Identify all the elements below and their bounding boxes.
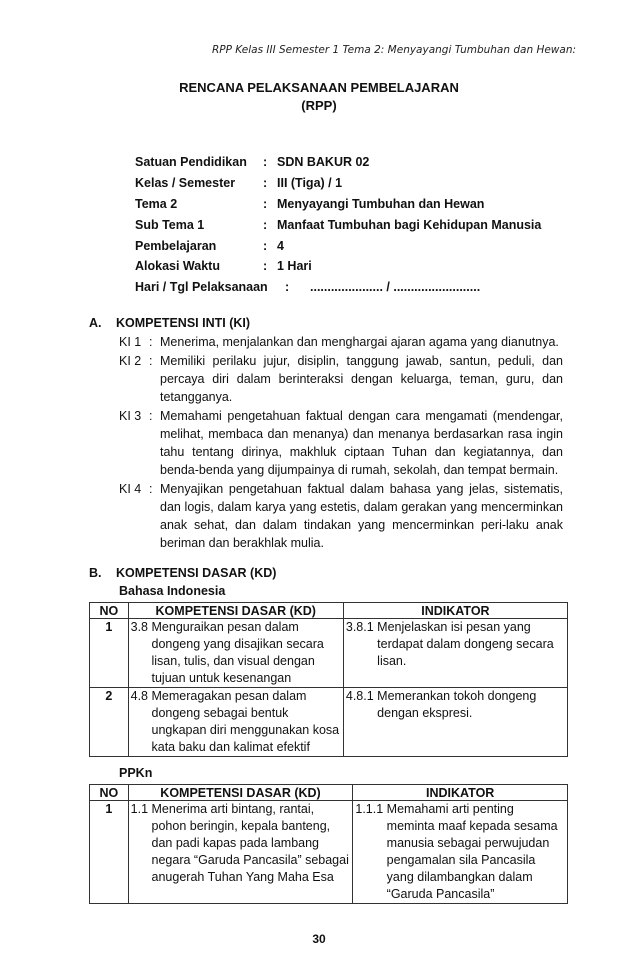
ki-code: KI 1 bbox=[119, 335, 142, 349]
identity-value: ..................... / ......................... bbox=[310, 280, 481, 295]
identity-row-kelas bbox=[135, 173, 541, 194]
identity-row-pembelajaran bbox=[135, 235, 541, 256]
ki-item bbox=[119, 480, 563, 552]
identity-value: III (Tiga) / 1 bbox=[277, 176, 343, 191]
col-kd: KOMPETENSI DASAR (KD) bbox=[128, 785, 353, 801]
col-indikator: INDIKATOR bbox=[353, 785, 568, 801]
indikator-cell bbox=[343, 619, 567, 688]
document-title: RENCANA PELAKSANAAN PEMBELAJARAN bbox=[179, 80, 459, 95]
identity-label: Pembelajaran bbox=[135, 238, 217, 253]
indikator-number: 3.8.1 bbox=[345, 620, 374, 634]
identity-row-satuan bbox=[135, 152, 541, 173]
kd-table-ppkn bbox=[89, 784, 568, 904]
identity-label: Satuan Pendidikan bbox=[135, 155, 247, 170]
row-no: 1 bbox=[90, 801, 129, 904]
identity-label: Tema 2 bbox=[135, 196, 178, 211]
identity-label: Hari / Tgl Pelaksanaan bbox=[135, 280, 268, 295]
ki-sep: : bbox=[149, 482, 153, 496]
identity-block bbox=[135, 152, 541, 298]
identity-row-hari bbox=[135, 277, 541, 298]
identity-label: Alokasi Waktu bbox=[135, 259, 220, 274]
table-row bbox=[90, 619, 568, 688]
identity-value: 4 bbox=[277, 238, 284, 253]
identity-colon: : bbox=[263, 217, 268, 232]
ki-text: Menerima, menjalankan dan menghargai ajaran agama yang dianutnya. bbox=[160, 335, 559, 349]
indikator-cell bbox=[353, 801, 568, 904]
table-header-row bbox=[90, 603, 568, 619]
ki-code: KI 2 bbox=[119, 354, 142, 368]
identity-colon: : bbox=[263, 176, 268, 191]
page-number: 30 bbox=[312, 932, 326, 946]
row-no: 2 bbox=[90, 688, 129, 757]
indikator-text: Memerankan tokoh dongeng dengan ekspresi. bbox=[377, 689, 537, 720]
row-no: 1 bbox=[90, 619, 129, 688]
identity-colon: : bbox=[285, 280, 290, 295]
identity-colon: : bbox=[263, 238, 268, 253]
identity-row-subtema bbox=[135, 214, 541, 235]
identity-colon: : bbox=[263, 196, 268, 211]
kd-number: 4.8 bbox=[130, 689, 149, 703]
indikator-text: Menjelaskan isi pesan yang terdapat dalam dongeng secara lisan. bbox=[377, 620, 554, 668]
kd-number: 1.1 bbox=[130, 802, 149, 816]
identity-label: Sub Tema 1 bbox=[135, 217, 205, 232]
table-row bbox=[90, 688, 568, 757]
identity-value: Manfaat Tumbuhan bagi Kehidupan Manusia bbox=[277, 217, 542, 232]
ki-sep: : bbox=[149, 335, 153, 349]
identity-row-tema bbox=[135, 194, 541, 215]
identity-value: SDN BAKUR 02 bbox=[277, 155, 370, 170]
section-letter: A. bbox=[89, 316, 102, 330]
indikator-text: Memahami arti penting meminta maaf kepada sesama manusia sebagai perwujudan pengamalan sila Pancasila yang dilambangkan dalam “Garuda Pancasila” bbox=[386, 802, 558, 901]
identity-label: Kelas / Semester bbox=[135, 176, 236, 191]
kd-cell bbox=[128, 801, 353, 904]
section-title: KOMPETENSI DASAR (KD) bbox=[116, 566, 277, 580]
kd-number: 3.8 bbox=[130, 620, 149, 634]
col-no: NO bbox=[90, 785, 129, 801]
ki-text: Memahami pengetahuan faktual dengan cara mengamati (mendengar, melihat, membaca dan menanya) dan menanya berdasarkan rasa ingin tahu tentang dirinya, makhluk ciptaan Tuhan dan kegiatannya, dan benda-benda yang dijumpainya di rumah, sekolah, dan tempat bermain. bbox=[160, 409, 563, 477]
indikator-cell bbox=[343, 688, 567, 757]
identity-value: Menyayangi Tumbuhan dan Hewan bbox=[277, 196, 485, 211]
section-b-heading bbox=[89, 566, 276, 580]
ki-sep: : bbox=[149, 354, 153, 368]
running-header: RPP Kelas III Semester 1 Tema 2: Menyayangi Tumbuhan dan Hewan: bbox=[211, 44, 577, 56]
ki-sep: : bbox=[149, 409, 153, 423]
identity-colon: : bbox=[263, 259, 268, 274]
section-letter: B. bbox=[89, 566, 102, 580]
identity-row-alokasi bbox=[135, 256, 541, 277]
ki-code: KI 3 bbox=[119, 409, 142, 423]
subject-bahasa-indonesia: Bahasa Indonesia bbox=[119, 584, 226, 598]
col-indikator: INDIKATOR bbox=[343, 603, 567, 619]
ki-list bbox=[119, 333, 563, 553]
kd-text: Memeragakan pesan dalam dongeng sebagai bentuk ungkapan diri menggunakan kosa kata baku dan kalimat efektif bbox=[151, 689, 340, 754]
col-kd: KOMPETENSI DASAR (KD) bbox=[128, 603, 343, 619]
kd-table-bahasa bbox=[89, 602, 568, 757]
ki-code: KI 4 bbox=[119, 482, 142, 496]
ki-item bbox=[119, 333, 563, 351]
kd-text: Menguraikan pesan dalam dongeng yang disajikan secara lisan, tulis, dan visual dengan tujuan untuk kesenangan bbox=[151, 620, 324, 685]
kd-cell bbox=[128, 688, 343, 757]
ki-item bbox=[119, 407, 563, 479]
table-row bbox=[90, 801, 568, 904]
ki-text: Memiliki perilaku jujur, disiplin, tanggung jawab, santun, peduli, dan percaya diri dalam berinteraksi dengan keluarga, teman, guru, dan tetangganya. bbox=[160, 354, 563, 404]
indikator-number: 1.1.1 bbox=[355, 802, 384, 816]
ki-text: Menyajikan pengetahuan faktual dalam bahasa yang jelas, sistematis, dan logis, dalam karya yang estetis, dalam gerakan yang mencerminkan anak sehat, dan dalam tindakan yang mencerminkan peri-laku anak beriman dan berakhlak mulia. bbox=[160, 482, 563, 550]
kd-cell bbox=[128, 619, 343, 688]
section-a-heading bbox=[89, 316, 250, 330]
table-header-row bbox=[90, 785, 568, 801]
identity-value: 1 Hari bbox=[277, 259, 312, 274]
section-title: KOMPETENSI INTI (KI) bbox=[116, 316, 251, 330]
subject-ppkn: PPKn bbox=[119, 766, 153, 780]
identity-colon: : bbox=[263, 155, 268, 170]
kd-text: Menerima arti bintang, rantai, pohon beringin, kepala banteng, dan padi kapas pada lambang negara “Garuda Pancasila” sebagai anugerah Tuhan Yang Maha Esa bbox=[151, 802, 349, 884]
document-subtitle: (RPP) bbox=[301, 98, 337, 113]
col-no: NO bbox=[90, 603, 129, 619]
indikator-number: 4.8.1 bbox=[345, 689, 374, 703]
ki-item bbox=[119, 352, 563, 406]
